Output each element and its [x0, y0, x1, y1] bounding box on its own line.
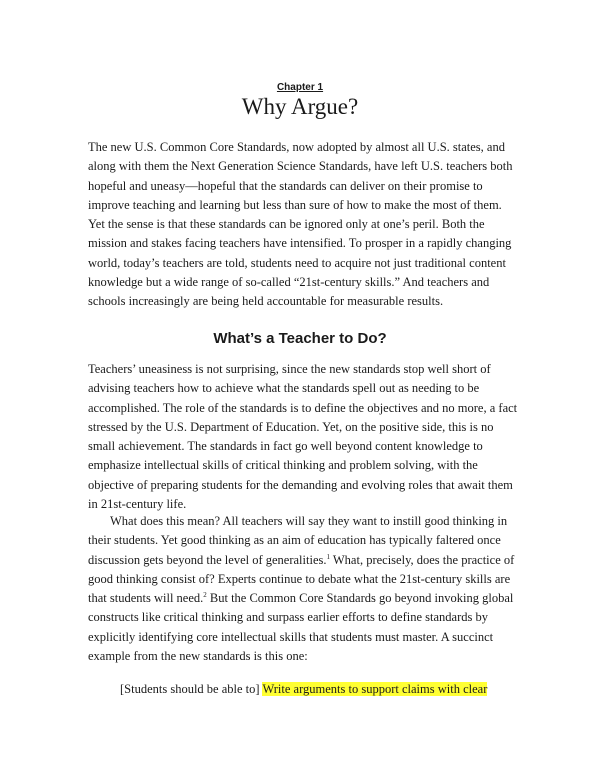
section-paragraph-2	[88, 512, 518, 666]
paragraph-2-part-2: What, precisely, does the practice of good thinking consist of? Experts continue to debate what the 21st-century skills are that students will need.	[88, 552, 515, 606]
chapter-title: Why Argue?	[241, 94, 359, 119]
paragraph-2-part-3: But the Common Core Standards go beyond invoking global constructs like critical thinking and surpass earlier efforts to define standards by explicitly identifying core intellectual skills that students must master. A succinct example from the new standards is this one:	[88, 591, 514, 664]
paragraph-2-part-1: What does this mean? All teachers will say they want to instill good thinking in their students. Yet good thinking as an aim of education has typically faltered once discussion gets beyond the level of generalities.	[88, 514, 508, 567]
highlighted-text[interactable]: Write arguments to support claims with clear	[262, 682, 488, 696]
intro-paragraph: The new U.S. Common Core Standards, now adopted by almost all U.S. states, and along with them the Next Generation Science Standards, have left U.S. teachers both hopeful and uneasy—hopeful that the standards can deliver on their promise to improve teaching and learning but less than sure of how to make the most of them. Yet the sense is that these standards can be ignored only at one’s peril. Both the mission and stakes facing teachers have intensified. To prosper in a rapidly changing world, today’s teachers are told, students need to acquire not just traditional content knowledge but a wide range of so-called “21st-century skills.” And teachers and schools increasingly are being held accountable for measurable results.	[88, 140, 513, 309]
footnote-marker-1[interactable]: 1	[326, 552, 330, 561]
section-paragraph-1: Teachers’ uneasiness is not surprising, since the new standards stop well short of advising teachers how to achieve what the standards spell out as needing to be accomplished. The role of the standards is to define the objectives and no more, a fact stressed by the U.S. Department of Education. Yet, on the positive side, this is no small achievement. The standards in fact go well beyond content knowledge to emphasize intellectual skills of critical thinking and problem solving, with the objective of preparing students for the demanding and evolving roles that await them in 21st-century life.	[88, 362, 518, 512]
section-heading: What’s a Teacher to Do?	[213, 330, 387, 347]
chapter-label: Chapter 1	[276, 82, 324, 93]
block-quote	[120, 680, 540, 699]
footnote-marker-2[interactable]: 2	[203, 591, 207, 600]
quote-prefix: [Students should be able to]	[120, 682, 263, 696]
